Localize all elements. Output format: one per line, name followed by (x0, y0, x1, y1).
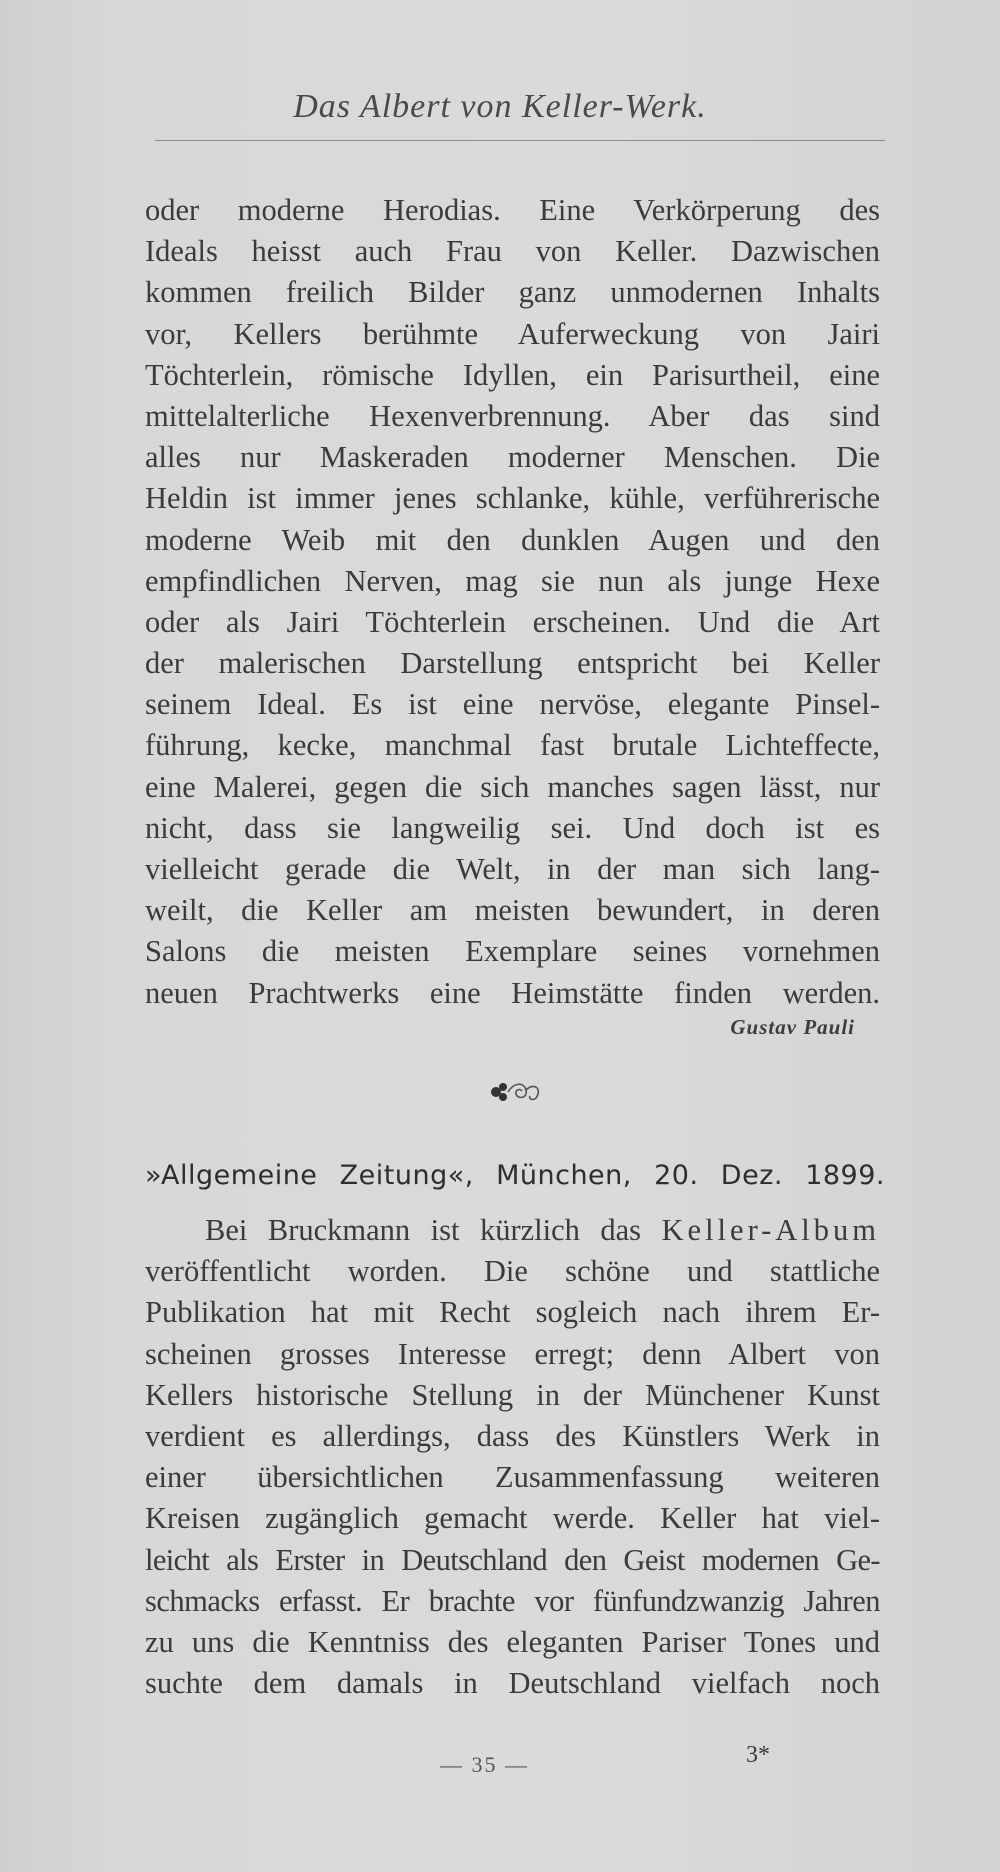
text-line: nicht, dass sie langweilig sei. Und doch ist es (145, 810, 880, 845)
text-line: der malerischen Darstellung entspricht bei Keller (145, 646, 880, 681)
text-line: leicht als Erster in Deutschland den Geist modernen Ge- (145, 1542, 880, 1577)
text-line: Kreisen zugänglich gemacht werde. Keller hat viel- (145, 1501, 880, 1536)
text-line: schmacks erfasst. Er brachte vor fünfundzwanzig Jahren (145, 1583, 880, 1618)
text-line: vielleicht gerade die Welt, in der man sich lang- (145, 852, 880, 886)
text-line: oder moderne Herodias. Eine Verkörperung des (145, 193, 880, 227)
text-line: Heldin ist immer jenes schlanke, kühle, verführerische (145, 481, 880, 516)
text-line: Ideals heisst auch Frau von Keller. Dazwischen (145, 234, 880, 269)
text-line: alles nur Maskeraden moderner Menschen. Die (145, 440, 880, 475)
fleuron-icon (486, 1072, 546, 1112)
text-run: Bei Bruckmann ist kürzlich das (205, 1213, 662, 1247)
text-line: zu uns die Kenntniss des eleganten Pariser Tones und (145, 1624, 880, 1659)
article-2-body (145, 1210, 880, 1704)
text-line: empfindlichen Nerven, mag sie nun als junge Hexe (145, 563, 880, 598)
header-rule (155, 140, 885, 141)
text-line: weilt, die Keller am meisten bewundert, in deren (145, 893, 880, 928)
text-line-first (145, 1210, 880, 1251)
text-line: moderne Weib mit den dunklen Augen und den (145, 522, 880, 557)
text-line: veröffentlicht worden. Die schöne und stattliche (145, 1254, 880, 1289)
running-head: Das Albert von Keller-Werk. (293, 88, 707, 125)
text-line: einer übersichtlichen Zusammenfassung weiteren (145, 1460, 880, 1495)
text-line: führung, kecke, manchmal fast brutale Lichteffecte, (145, 728, 880, 763)
page-number: — 35 — (440, 1752, 529, 1777)
article-1-body (145, 190, 880, 1014)
text-line: neuen Prachtwerks eine Heimstätte finden werden. (145, 975, 880, 1010)
author-signature: Gustav Pauli (730, 1015, 855, 1039)
text-line: mittelalterliche Hexenverbrennung. Aber das sind (145, 398, 880, 433)
text-line: eine Malerei, gegen die sich manches sagen lässt, nur (145, 769, 880, 804)
text-line: verdient es allerdings, dass des Künstlers Werk in (145, 1418, 880, 1453)
article-2-heading: »Allgemeine Zeitung«, München, 20. Dez. 1899. (145, 1160, 885, 1191)
printer-signature-mark: 3* (746, 1742, 770, 1768)
text-line: suchte dem damals in Deutschland vielfach noch (145, 1666, 880, 1701)
text-line: seinem Ideal. Es ist eine nervöse, elegante Pinsel- (145, 687, 880, 722)
text-line: scheinen grosses Interesse erregt; denn Albert von (145, 1336, 880, 1371)
text-line: oder als Jairi Töchterlein erscheinen. Und die Art (145, 604, 880, 639)
text-line: Töchterlein, römische Idyllen, ein Parisurtheil, eine (145, 357, 880, 392)
text-line: kommen freilich Bilder ganz unmodernen Inhalts (145, 275, 880, 310)
text-line: Publikation hat mit Recht sogleich nach ihrem Er- (145, 1295, 880, 1330)
text-line: vor, Kellers berühmte Auferweckung von Jairi (145, 316, 880, 351)
text-line: Kellers historische Stellung in der Münchener Kunst (145, 1377, 880, 1412)
album-title-spaced: Keller-Album (661, 1213, 880, 1247)
text-line: Salons die meisten Exemplare seines vornehmen (145, 934, 880, 969)
